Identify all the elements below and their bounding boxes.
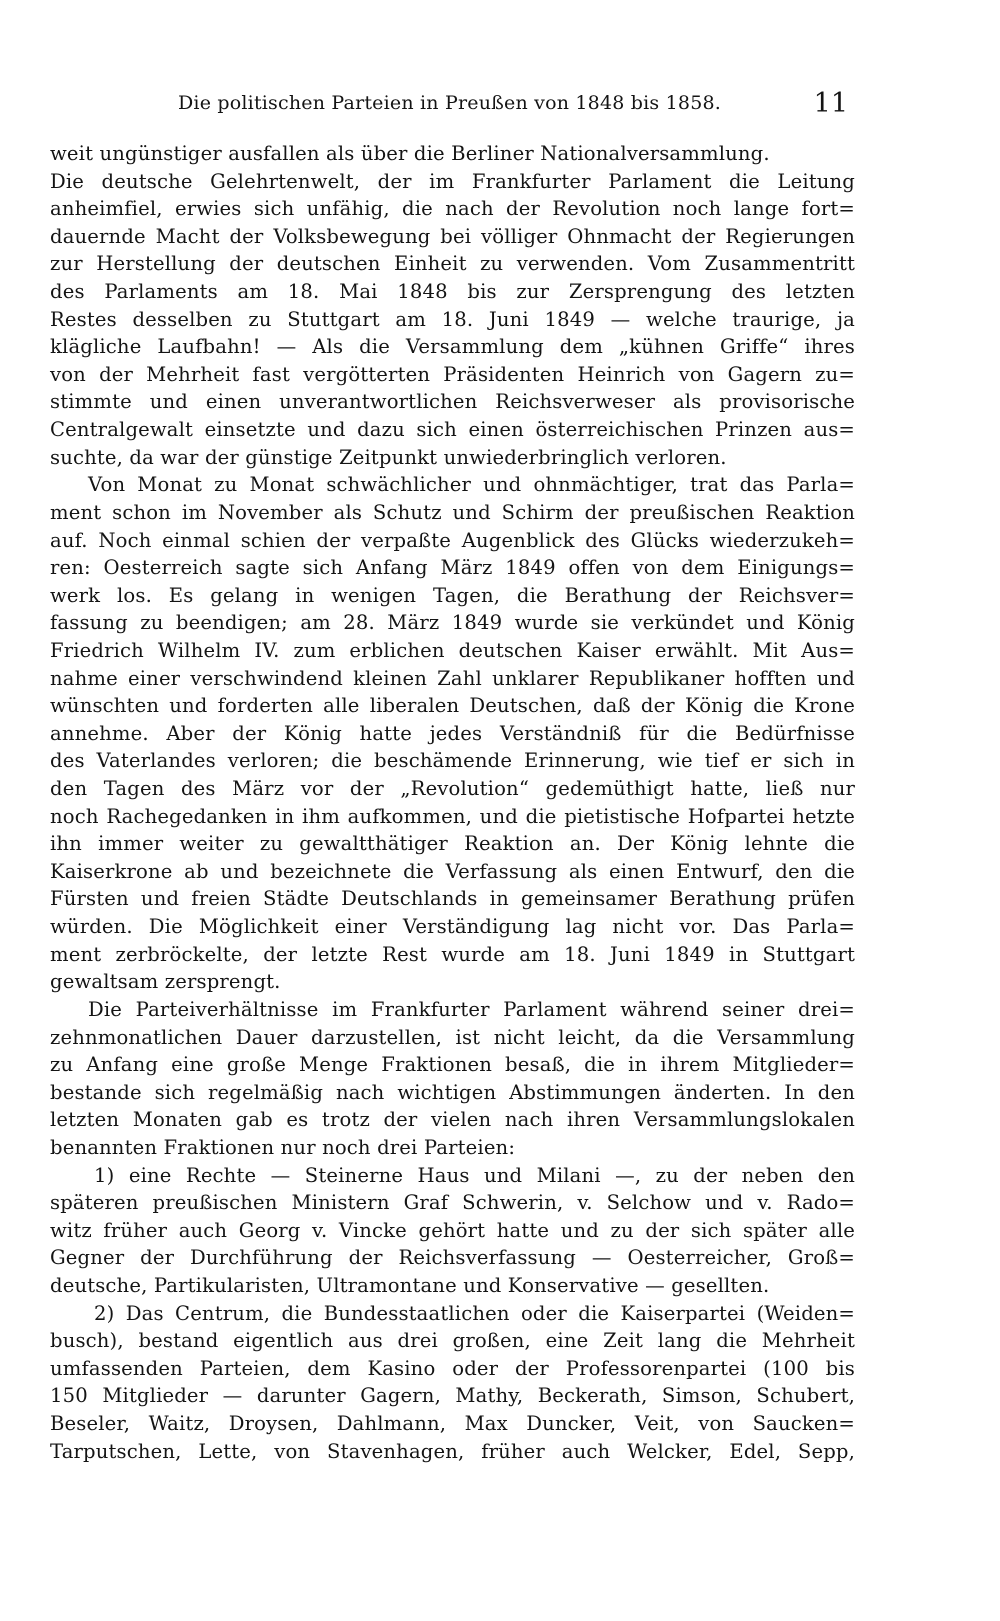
text-line: umfassenden Parteien, dem Kasino oder der Professorenpartei (100 bis: [50, 1356, 855, 1380]
text-line: den Tagen des März vor der „Revolution“ gedemüthigt hatte, ließ nur: [50, 777, 855, 801]
text-line: Kaiserkrone ab und bezeichnete die Verfassung als einen Entwurf, den die: [50, 859, 855, 883]
text-line: zur Herstellung der deutschen Einheit zu verwenden. Vom Zusammentritt: [50, 252, 855, 276]
text-line: ment zerbröckelte, der letzte Rest wurde am 18. Juni 1849 in Stuttgart: [50, 942, 855, 966]
text-line: werk los. Es gelang in wenigen Tagen, die Berathung der Reichsver=: [50, 583, 855, 607]
text-line: wünschten und forderten alle liberalen Deutschen, daß der König die Krone: [50, 694, 855, 718]
text-line: Restes desselben zu Stuttgart am 18. Juni 1849 — welche traurige, ja: [50, 307, 855, 331]
text-line: klägliche Laufbahn! — Als die Versammlung dem „kühnen Griffe“ ihres: [50, 335, 855, 359]
page-number: 11: [813, 88, 848, 119]
text-line: des Vaterlandes verloren; die beschämende Erinnerung, wie tief er sich in: [50, 749, 855, 773]
text-line: weit ungünstiger ausfallen als über die Berliner Nationalversammlung.: [50, 142, 770, 165]
text-line: letzten Monaten gab es trotz der vielen nach ihren Versammlungslokalen: [50, 1108, 855, 1132]
text-line: Tarputschen, Lette, von Stavenhagen, früher auch Welcker, Edel, Sepp,: [50, 1439, 855, 1463]
text-line: späteren preußischen Ministern Graf Schwerin, v. Selchow und v. Rado=: [50, 1191, 855, 1215]
text-line: fassung zu beendigen; am 28. März 1849 wurde sie verkündet und König: [50, 611, 855, 635]
text-line: suchte, da war der günstige Zeitpunkt unwiederbringlich verloren.: [50, 445, 727, 469]
text-line: 1) eine Rechte — Steinerne Haus und Milani —, zu der neben den: [94, 1163, 855, 1187]
text-line: 2) Das Centrum, die Bundesstaatlichen oder die Kaiserpartei (Weiden=: [94, 1301, 855, 1325]
text-line: ren: Oesterreich sagte sich Anfang März 1849 offen von dem Einigungs=: [50, 556, 855, 580]
text-line: Beseler, Waitz, Droysen, Dahlmann, Max Duncker, Veit, von Saucken=: [50, 1412, 855, 1436]
text-line: dauernde Macht der Volksbewegung bei völliger Ohnmacht der Regierungen: [50, 224, 855, 248]
text-line: von der Mehrheit fast vergötterten Präsidenten Heinrich von Gagern zu=: [50, 362, 855, 386]
text-line: Von Monat zu Monat schwächlicher und ohnmächtiger, trat das Parla=: [88, 473, 855, 497]
text-line: Die Parteiverhältnisse im Frankfurter Parlament während seiner drei=: [88, 997, 855, 1021]
text-line: busch), bestand eigentlich aus drei großen, eine Zeit lang die Mehrheit: [50, 1329, 855, 1353]
text-line: Centralgewalt einsetzte und dazu sich einen österreichischen Prinzen aus=: [50, 418, 855, 442]
text-line: Gegner der Durchführung der Reichsverfassung — Oesterreicher, Groß=: [50, 1246, 855, 1270]
text-line: deutsche, Partikularisten, Ultramontane und Konservative — gesellten.: [50, 1273, 770, 1297]
text-line: auf. Noch einmal schien der verpaßte Augenblick des Glücks wiederzukeh=: [50, 528, 855, 552]
text-line: des Parlaments am 18. Mai 1848 bis zur Zersprengung des letzten: [50, 280, 855, 304]
text-line: bestande sich regelmäßig nach wichtigen Abstimmungen änderten. In den: [50, 1080, 855, 1104]
text-line: Fürsten und freien Städte Deutschlands in gemeinsamer Berathung prüfen: [50, 887, 855, 911]
text-line: stimmte und einen unverantwortlichen Reichsverweser als provisorische: [50, 390, 855, 414]
text-line: Die deutsche Gelehrtenwelt, der im Frankfurter Parlament die Leitung: [50, 169, 855, 193]
text-line: ment schon im November als Schutz und Schirm der preußischen Reaktion: [50, 500, 855, 524]
text-line: nahme einer verschwindend kleinen Zahl unklarer Republikaner hofften und: [50, 666, 855, 690]
text-line: ihn immer weiter zu gewaltthätiger Reaktion an. Der König lehnte die: [50, 832, 855, 856]
text-line: annehme. Aber der König hatte jedes Verständniß für die Bedürfnisse: [50, 721, 855, 745]
text-line: gewaltsam zersprengt.: [50, 970, 281, 994]
text-line: witz früher auch Georg v. Vincke gehört hatte und zu der sich später alle: [50, 1218, 855, 1242]
text-line: zu Anfang eine große Menge Fraktionen besaß, die in ihrem Mitglieder=: [50, 1053, 855, 1077]
body-text: [50, 140, 855, 1465]
text-line: zehnmonatlichen Dauer darzustellen, ist nicht leicht, da die Versammlung: [50, 1025, 855, 1049]
page-header: [178, 88, 848, 122]
text-line: benannten Fraktionen nur noch drei Parteien:: [50, 1135, 516, 1159]
text-line: anheimfiel, erwies sich unfähig, die nach der Revolution noch lange fort=: [50, 197, 855, 221]
running-title: Die politischen Parteien in Preußen von 1848 bis 1858.: [178, 92, 722, 114]
text-line: 150 Mitglieder — darunter Gagern, Mathy, Beckerath, Simson, Schubert,: [50, 1384, 855, 1408]
text-line: noch Rachegedanken in ihm aufkommen, und die pietistische Hofpartei hetzte: [50, 804, 855, 828]
text-line: Friedrich Wilhelm IV. zum erblichen deutschen Kaiser erwählt. Mit Aus=: [50, 638, 855, 662]
text-line: würden. Die Möglichkeit einer Verständigung lag nicht vor. Das Parla=: [50, 915, 855, 939]
